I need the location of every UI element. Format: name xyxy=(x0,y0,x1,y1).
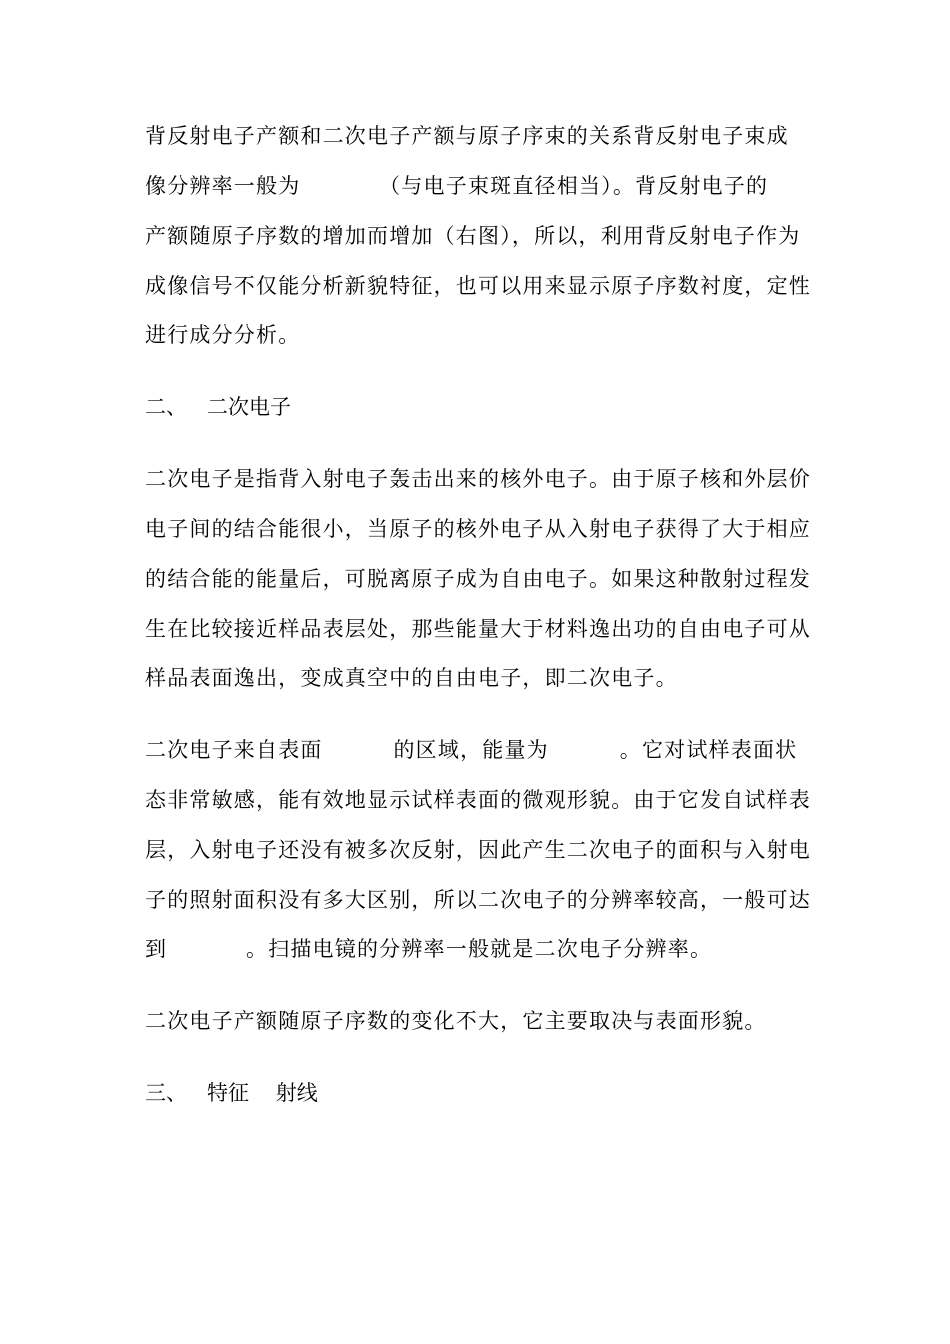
text-line: 电子间的结合能很小，当原子的核外电子从入射电子获得了大于相应 xyxy=(145,517,811,541)
text-line: 进行成分分析。 xyxy=(145,323,301,347)
text-line: 二次电子是指背入射电子轰击出来的核外电子。由于原子核和外层价 xyxy=(145,467,811,491)
text-line: 像分辨率一般为 （与电子束斑直径相当）。背反射电子的 xyxy=(145,174,769,198)
section-heading-characteristic-xray: 三、 特征 射线 xyxy=(145,1081,318,1105)
text-line: 子的照射面积没有多大区别，所以二次电子的分辨率较高，一般可达 xyxy=(145,888,811,912)
text-line: 产额随原子序数的增加而增加（右图），所以，利用背反射电子作为 xyxy=(145,224,801,248)
text-line: 背反射电子产额和二次电子产额与原子序束的关系背反射电子束成 xyxy=(145,124,789,148)
text-line: 二次电子来自表面 的区域，能量为 。它对试样表面状 xyxy=(145,738,798,762)
text-line: 样品表面逸出，变成真空中的自由电子，即二次电子。 xyxy=(145,666,678,690)
text-line: 生在比较接近样品表层处，那些能量大于材料逸出功的自由电子可从 xyxy=(145,617,811,641)
text-line: 层，入射电子还没有被多次反射，因此产生二次电子的面积与入射电 xyxy=(145,838,811,862)
text-line: 态非常敏感，能有效地显示试样表面的微观形貌。由于它发自试样表 xyxy=(145,788,811,812)
text-line: 成像信号不仅能分析新貌特征，也可以用来显示原子序数衬度，定性 xyxy=(145,274,811,298)
text-line: 二次电子产额随原子序数的变化不大，它主要取决与表面形貌。 xyxy=(145,1009,767,1033)
text-line: 的结合能的能量后，可脱离原子成为自由电子。如果这种散射过程发 xyxy=(145,567,811,591)
text-line: 到 。扫描电镜的分辨率一般就是二次电子分辨率。 xyxy=(145,937,713,961)
section-heading-secondary-electrons: 二、 二次电子 xyxy=(145,395,292,419)
